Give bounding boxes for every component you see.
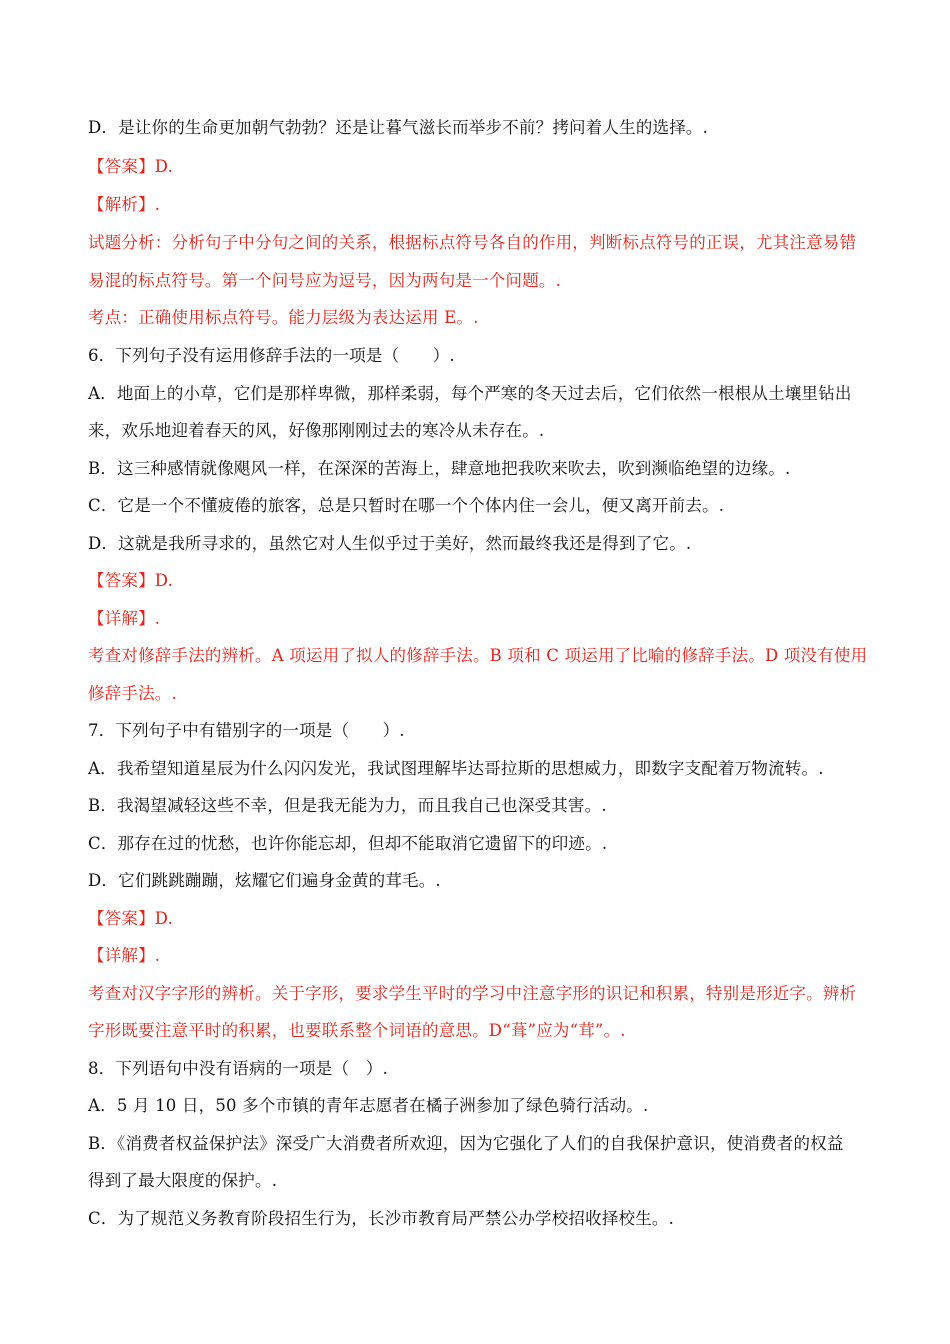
analysis-label: 【解析】. xyxy=(88,195,161,214)
option-a: A．5 月 10 日，50 多个市镇的青年志愿者在橘子洲参加了绿色骑行活动。. xyxy=(88,1096,649,1115)
option-c: C．它是一个不懂疲倦的旅客，总是只暂时在哪一个个体内住一会儿，便又离开前去。. xyxy=(88,496,725,515)
option-d: D．这就是我所寻求的，虽然它对人生似乎过于美好，然而最终我还是得到了它。. xyxy=(88,534,692,553)
question-6: 6．下列句子没有运用修辞手法的一项是（ ）. xyxy=(88,346,455,365)
option-c: C．那存在过的忧愁，也许你能忘却，但却不能取消它遗留下的印迹。. xyxy=(88,834,608,853)
option-a: A．我希望知道星辰为什么闪闪发光，我试图理解毕达哥拉斯的思想威力，即数字支配着万物流转。. xyxy=(88,759,824,778)
option-c: C．为了规范义务教育阶段招生行为，长沙市教育局严禁公办学校招收择校生。. xyxy=(88,1209,675,1228)
explanation-line: 考点：正确使用标点符号。能力层级为表达运用 E。. xyxy=(88,308,479,327)
answer-label: 【答案】D. xyxy=(88,909,174,928)
text-line: D．是让你的生命更加朝气勃勃？还是让暮气滋长而举步不前？拷问着人生的选择。. xyxy=(88,118,709,137)
explanation-line: 试题分析：分析句子中分句之间的关系，根据标点符号各自的作用，判断标点符号的正误，尤其注意易错 xyxy=(88,233,857,252)
answer-label: 【答案】D. xyxy=(88,157,174,176)
option-d: D．它们跳跳蹦蹦，炫耀它们遍身金黄的茸毛。. xyxy=(88,871,441,890)
option-b: B．这三种感情就像飓风一样，在深深的苦海上，肆意地把我吹来吹去，吹到濒临绝望的边缘。. xyxy=(88,459,791,478)
question-7: 7．下列句子中有错别字的一项是（ ）. xyxy=(88,721,405,740)
option-b: B．我渴望减轻这些不幸，但是我无能为力，而且我自己也深受其害。. xyxy=(88,796,607,815)
detail-label: 【详解】. xyxy=(88,946,161,965)
explanation-line: 易混的标点符号。第一个问号应为逗号，因为两句是一个问题。. xyxy=(88,271,562,290)
question-8: 8．下列语句中没有语病的一项是（ ）. xyxy=(88,1059,389,1078)
option-a: A．地面上的小草，它们是那样卑微，那样柔弱，每个严寒的冬天过去后，它们依然一根根从土壤里钻出 xyxy=(88,384,852,403)
option-b-cont: 得到了最大限度的保护。. xyxy=(88,1171,278,1190)
option-a-cont: 来，欢乐地迎着春天的风，好像那刚刚过去的寒冷从未存在。. xyxy=(88,421,545,440)
explanation-line: 考查对修辞手法的辨析。A 项运用了拟人的修辞手法。B 项和 C 项运用了比喻的修辞手法。D 项没有使用 xyxy=(88,646,868,665)
explanation-line: 修辞手法。. xyxy=(88,684,177,703)
explanation-line: 字形既要注意平时的积累，也要联系整个词语的意思。D“葺”应为“茸”。. xyxy=(88,1021,626,1040)
detail-label: 【详解】. xyxy=(88,609,161,628)
explanation-line: 考查对汉字字形的辨析。关于字形，要求学生平时的学习中注意字形的识记和积累，特别是形近字。辨析 xyxy=(88,984,857,1003)
answer-label: 【答案】D. xyxy=(88,571,174,590)
option-b: B．《消费者权益保护法》深受广大消费者所欢迎，因为它强化了人们的自我保护意识，使消费者的权益 xyxy=(88,1134,844,1153)
